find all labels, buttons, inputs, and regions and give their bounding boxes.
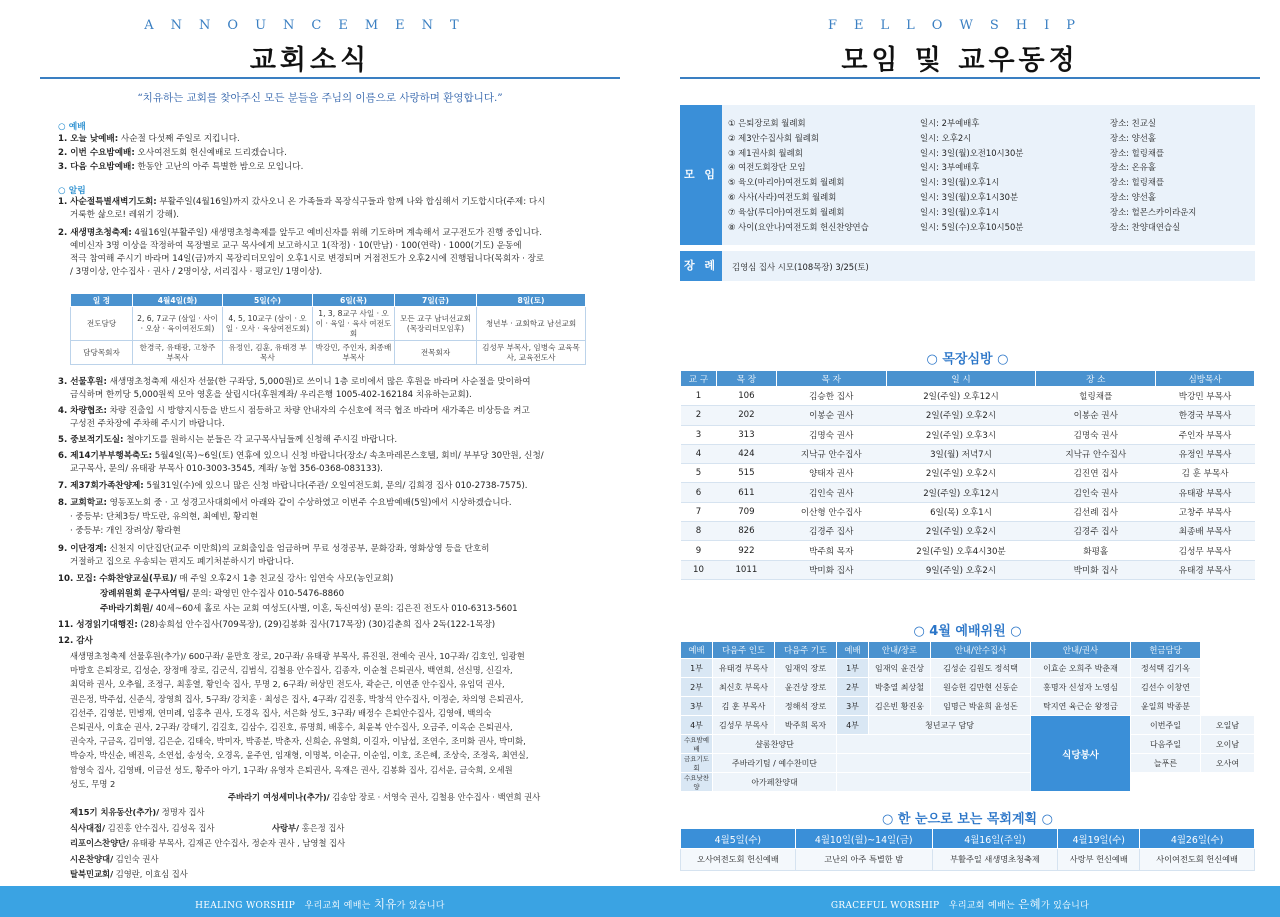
meal-key: 이번주일 bbox=[1131, 716, 1201, 735]
schedule-cell: 청년부 · 교회학교 남선교회 bbox=[477, 307, 586, 341]
meal-value: 오일남 bbox=[1201, 716, 1255, 735]
notice-2-label: 2. 새생명초청축제: bbox=[58, 228, 132, 238]
worship-small-key: 수요밤예배 bbox=[681, 735, 713, 754]
visit-cell: 5 bbox=[681, 464, 717, 483]
plan-cell: 사이여전도회 헌신예배 bbox=[1140, 849, 1255, 871]
visit-cell: 박주희 목자 bbox=[776, 541, 886, 560]
visit-cell: 6일(목) 오후1시 bbox=[886, 502, 1036, 521]
worship-committee-cell: 정해석 장로 bbox=[775, 697, 837, 716]
visit-cell: 김진연 집사 bbox=[1036, 464, 1156, 483]
visit-cell: 김명숙 권사 bbox=[776, 425, 886, 444]
schedule-header: 일 정 bbox=[71, 294, 133, 307]
meeting-place: 장소: 힐링채플 bbox=[1110, 177, 1165, 188]
thanks-line: 권은정, 박주섭, 신준식, 장영희 집사, 5구좌/ 강치훈 · 최성은 집사, 4구좌/ 김진홍, 박창석 안수집사, 이정순, 차의영 은퇴권사, bbox=[70, 693, 524, 704]
notice-5-text: 철야기도를 원하시는 분들은 각 교구목사님들께 신청해 주시길 바랍니다. bbox=[126, 435, 398, 445]
notice-4-text: 차량 진출입 시 방향지시등을 반드시 점등하고 차량 안내자의 수신호에 적극 협조 바라며 새가족은 비상등을 켜고 bbox=[109, 406, 530, 416]
worship-committee-cell: 임재익 장로 bbox=[775, 659, 837, 678]
visit-cell: 박미화 집사 bbox=[1036, 560, 1156, 579]
notice-9-text: 신천지 이단집단(교주 이만희)의 교회출입을 엄금하며 무료 성경공부, 문화강좌, 영화상영 등을 단호히 bbox=[109, 544, 490, 554]
worship-committee-cell: 3부 bbox=[837, 697, 869, 716]
notice-12-label: 12. 감사 bbox=[58, 636, 93, 646]
worship-committee-cell: 임명근 박윤희 윤성돈 bbox=[931, 697, 1031, 716]
notice-1-text-2: 거룩한 삶으로! 레위기 강해). bbox=[70, 210, 180, 220]
visit-cell: 202 bbox=[716, 406, 776, 425]
worship-committee-cell: 김은빈 황진웅 bbox=[869, 697, 931, 716]
worship-committee-header: 안내/안수집사 bbox=[931, 642, 1031, 659]
notice-9-label: 9. 이단경계: bbox=[58, 544, 107, 554]
notice-heading: ○ 알림 bbox=[58, 186, 86, 196]
notice-4-label: 4. 차량협조: bbox=[58, 406, 107, 416]
worship-committee-cell: 김선수 이창연 bbox=[1131, 678, 1201, 697]
schedule-header: 5일(수) bbox=[223, 294, 313, 307]
footer-text-right bbox=[640, 896, 1280, 912]
meetings-label: 모 임 bbox=[680, 105, 722, 245]
meeting-time: 일시: 3부예배후 bbox=[920, 162, 980, 173]
worship-committee-cell: 3부 bbox=[681, 697, 713, 716]
schedule-cell: 김성무 부목사, 임병숙 교육목사, 교육전도사 bbox=[477, 341, 586, 365]
meeting-time: 일시: 3일(월)오전10시30분 bbox=[920, 147, 1024, 158]
worship-committee-cell: 윤건상 장로 bbox=[775, 678, 837, 697]
visit-cell: 김인숙 권사 bbox=[776, 483, 886, 502]
thanks-line: 최덕하 권사, 오추월, 조정구, 최홍열, 황인숙 집사, 무명 2, 6구좌/ 허상민 전도사, 곽순근, 이연준 안수집사, 유임덕 권사, bbox=[70, 679, 505, 690]
worship-committee-cell: 김성무 부목사 bbox=[713, 716, 775, 735]
notice-2-text-4: / 3명이상, 안수집사 · 권사 / 2명이상, 서리집사 · 평교인/ 1명이상). bbox=[70, 267, 323, 277]
meeting-place: 장소: 헐몬스카이라운지 bbox=[1110, 206, 1197, 217]
worship-committee-header: 안내/권사 bbox=[1031, 642, 1131, 659]
visit-cell: 2일(주일) 오후3시 bbox=[886, 425, 1036, 444]
thanks-pair-left: 리포이스찬양단/ 유태광 부목사, 김재곤 안수집사, 정순자 권사 , 남영철 집사 bbox=[70, 838, 346, 848]
visit-cell: 424 bbox=[716, 444, 776, 463]
visit-cell: 1011 bbox=[716, 560, 776, 579]
thanks-line: 은퇴권사, 이효순 권사, 2구좌/ 강태기, 김길호, 김삼수, 김진호, 류명희, 배홍수, 최윤복 안수집사, 오금주, 이옥순 은퇴권사, bbox=[70, 722, 513, 732]
worship-committee-title: ○ 4월 예배위원 ○ bbox=[913, 624, 1022, 639]
visit-header: 목 자 bbox=[776, 371, 886, 387]
table-row bbox=[681, 444, 1255, 463]
schedule-cell: 4, 5, 10교구 (삼이 · 오일 · 오사 · 육삼여전도회) bbox=[223, 307, 313, 341]
worship-committee-header: 안내/장로 bbox=[869, 642, 931, 659]
notice-10-label: 10. 모집: 수화찬양교실(무료)/ bbox=[58, 574, 177, 584]
meeting-name: ② 제3안수집사회 월례회 bbox=[728, 132, 819, 143]
table-row bbox=[681, 754, 1255, 773]
fellowship-header-en: FELLOWSHIP bbox=[828, 18, 1092, 33]
visit-cell: 4 bbox=[681, 444, 717, 463]
visit-cell: 611 bbox=[716, 483, 776, 502]
table-row bbox=[681, 735, 1255, 754]
schedule-header: 8일(토) bbox=[477, 294, 586, 307]
visit-header: 심방목사 bbox=[1156, 371, 1255, 387]
visit-cell: 주인자 부목사 bbox=[1156, 425, 1255, 444]
thanks-pair-left: 시온찬양대/ 김인숙 권사 bbox=[70, 853, 159, 864]
notice-6-text: 5월4일(목)~6일(토) 연휴에 있으니 신청 바랍니다(장소/ 속초마레몬스호텔, 회비/ 부부당 30만원, 신청/ bbox=[154, 451, 544, 461]
schedule-cell: 모든 교구 남녀선교회 (목장리더모임후) bbox=[395, 307, 477, 341]
visit-cell: 이산형 안수집사 bbox=[776, 502, 886, 521]
meeting-time: 일시: 3일(월)오후1시 bbox=[920, 206, 1000, 217]
meeting-name: ⑦ 육삼(루디아)여전도회 월례회 bbox=[728, 206, 845, 217]
plan-header: 4월10일(월)~14일(금) bbox=[795, 829, 932, 849]
worship-item-label: 2. 이번 수요밤예배: bbox=[58, 148, 135, 158]
schedule-cell: 2, 6, 7교구 (삼일 · 사이 · 오삼 · 육이여전도회) bbox=[133, 307, 223, 341]
worship-small-blank bbox=[837, 773, 1031, 792]
meeting-time: 일시: 3일(월)오후1시 bbox=[920, 177, 1000, 188]
table-row bbox=[681, 642, 1255, 659]
visit-cell: 2일(주일) 오후12시 bbox=[886, 387, 1036, 406]
notice-6-text-2: 교구목사, 문의/ 유태광 부목사 010-3003-3545, 계좌/ 농협 356-0368-083133). bbox=[70, 464, 383, 474]
meeting-place: 장소: 힐링채플 bbox=[1110, 147, 1165, 158]
plan-cell: 오사여전도회 헌신예배 bbox=[681, 849, 796, 871]
table-row bbox=[681, 697, 1255, 716]
visit-cell: 2일(주일) 오후2시 bbox=[886, 522, 1036, 541]
visit-cell: 화평홀 bbox=[1036, 541, 1156, 560]
meeting-name: ⑥ 사사(사라)여전도회 월례회 bbox=[728, 192, 837, 202]
funeral-text: 김영심 집사 시모(108목장) 3/25(토) bbox=[732, 262, 869, 272]
announcement-header-en: ANNOUNCEMENT bbox=[144, 18, 476, 33]
thanks-line: 김선주, 김영분, 민병재, 연미례, 임홍추 권사, 도경옥 집사, 서은화 성도, 3구좌/ 배정수 은퇴안수집사, 김영애, 백의숙 bbox=[70, 707, 492, 718]
notice-11-text: (28)송희섭 안수집사(709목장), (29)김봉화 집사(717목장) (30)김춘희 집사 2독(122-1목장) bbox=[140, 620, 496, 630]
meal-service-label: 식당봉사 bbox=[1031, 716, 1131, 792]
worship-committee-table bbox=[680, 641, 1255, 792]
notice-4-text-2: 구성전 주차장에 주차해 주시기 바랍니다. bbox=[70, 419, 225, 429]
table-row bbox=[681, 483, 1255, 502]
visit-cell: 3 bbox=[681, 425, 717, 444]
worship-small-blank bbox=[837, 735, 1031, 754]
funeral-label: 장 례 bbox=[680, 251, 722, 281]
table-row bbox=[681, 659, 1255, 678]
worship-committee-cell: 최신호 부목사 bbox=[713, 678, 775, 697]
worship-item bbox=[58, 133, 240, 146]
worship-committee-cell: 유태경 부목사 bbox=[713, 659, 775, 678]
notice-10-sub-1-label: 장례위원회 운구사역팀/ bbox=[100, 589, 190, 599]
visit-cell: 힐링채플 bbox=[1036, 387, 1156, 406]
notice-3-text: 새생명초청축제 새신자 선물(한 구좌당, 5,000원)로 쓰이니 1층 로비에서 많은 후원을 바라며 사순절을 맞이하여 bbox=[109, 377, 531, 387]
schedule-header: 6일(목) bbox=[313, 294, 395, 307]
thanks-pair-left: 탈북민교회/ 김영란, 이효심 집사 bbox=[70, 869, 188, 879]
footer-bar bbox=[0, 886, 640, 917]
notice-8-sub-2: · 중등부: 개인 장려상/ 황라현 bbox=[70, 526, 181, 536]
footer-en: HEALING WORSHIP bbox=[195, 901, 296, 911]
meeting-place: 장소: 친교실 bbox=[1110, 118, 1156, 128]
worship-committee-cell: 탁지연 육근순 왕정금 bbox=[1031, 697, 1131, 716]
worship-committee-cell: 박충열 최상철 bbox=[869, 678, 931, 697]
worship-committee-cell: 2부 bbox=[681, 678, 713, 697]
worship-committee-cell: 홍명자 신성자 노영심 bbox=[1031, 678, 1131, 697]
worship-item-text: 한동안 고난의 아주 특별한 밤으로 모입니다. bbox=[134, 162, 304, 172]
worship-committee-cell: 임재익 윤건상 bbox=[869, 659, 931, 678]
schedule-row-label: 담당목회자 bbox=[71, 341, 133, 365]
meeting-time: 일시: 오후2시 bbox=[920, 132, 972, 143]
visit-cell: 2일(주일) 오후12시 bbox=[886, 483, 1036, 502]
worship-small-value: 아가페찬양대 bbox=[713, 773, 837, 792]
worship-item-label: 1. 오늘 낮예배: bbox=[58, 134, 119, 144]
visit-header: 장 소 bbox=[1036, 371, 1156, 387]
notice-10-text: 매 주일 오후2시 1층 친교실 강사: 임연숙 사모(농인교회) bbox=[179, 574, 394, 584]
worship-small-value: 샬롬찬양단 bbox=[713, 735, 837, 754]
plan-cell: 고난의 아주 특별한 밤 bbox=[795, 849, 932, 871]
visit-cell: 9 bbox=[681, 541, 717, 560]
meeting-name: ① 은퇴장로회 월례회 bbox=[728, 118, 806, 128]
footer-pre-right: 우리교회 예배는 bbox=[948, 901, 1019, 911]
visit-cell: 2일(주일) 오후4시30분 bbox=[886, 541, 1036, 560]
meal-value: 오사여 bbox=[1201, 754, 1255, 773]
thanks-line: 함영숙 집사, 김영배, 이금선 성도, 황주아 아기, 1구좌/ 유영자 은퇴권사, 옥재은 권사, 김봉화 집사, 김서운, 금숙희, 오세원 bbox=[70, 764, 513, 775]
worship-committee-cell: 원승헌 김만현 신동순 bbox=[931, 678, 1031, 697]
visit-cell: 박강민 부목사 bbox=[1156, 387, 1255, 406]
visit-cell: 최종배 부목사 bbox=[1156, 522, 1255, 541]
visit-cell: 3일(월) 저녁7시 bbox=[886, 444, 1036, 463]
meeting-time: 일시: 5일(수)오후10시50분 bbox=[920, 221, 1024, 232]
plan-cell: 사랑부 헌신예배 bbox=[1058, 849, 1140, 871]
table-row bbox=[681, 773, 1255, 792]
notice-10-sub-2-label: 주바라기회원/ bbox=[100, 604, 153, 614]
table-row bbox=[681, 502, 1255, 521]
visit-cell: 양태자 권사 bbox=[776, 464, 886, 483]
visit-cell: 10 bbox=[681, 560, 717, 579]
notice-10-sub-2: 40세~60세 홀로 사는 교회 여성도(사별, 이혼, 독신여성) 문의: 김은진 전도사 010-6313-5601 bbox=[155, 604, 518, 614]
schedule-cell: 전목회자 bbox=[395, 341, 477, 365]
footer-en-right: GRACEFUL WORSHIP bbox=[830, 901, 940, 911]
visit-cell: 1 bbox=[681, 387, 717, 406]
table-row bbox=[681, 829, 1255, 849]
visit-title: ○ 목장심방 ○ bbox=[926, 352, 1009, 367]
schedule-cell: 1, 3, 8교구 사일 · 오이 · 육일 · 육사 여전도회 bbox=[313, 307, 395, 341]
worship-committee-cell: 1부 bbox=[837, 659, 869, 678]
worship-committee-cell: 김성순 김원도 정석택 bbox=[931, 659, 1031, 678]
schedule-cell: 한경국, 유태광, 고창주 부목사 bbox=[133, 341, 223, 365]
footer-post-right: 가 있습니다 bbox=[1040, 901, 1090, 911]
worship-committee-header: 헌금담당 bbox=[1131, 642, 1201, 659]
table-row bbox=[681, 464, 1255, 483]
notice-8-text: 영동포노회 중 · 고 성경고사대회에서 아래와 같이 수상하였고 이번주 수요밤예배(5일)에서 시상하겠습니다. bbox=[109, 498, 512, 508]
notice-8-sub-1: · 중등부: 단체3등/ 박도란, 유의현, 최예빈, 황리현 bbox=[70, 512, 259, 522]
plan-table bbox=[680, 828, 1255, 871]
notice-3-label: 3. 선물후원: bbox=[58, 377, 107, 387]
table-row bbox=[681, 849, 1255, 871]
meeting-place: 장소: 양선홀 bbox=[1110, 192, 1156, 202]
visit-cell: 이봉순 권사 bbox=[776, 406, 886, 425]
visit-cell: 922 bbox=[716, 541, 776, 560]
visit-cell: 김인숙 권사 bbox=[1036, 483, 1156, 502]
meeting-name: ⑤ 육오(마리아)여전도회 월례회 bbox=[728, 177, 845, 188]
visit-table bbox=[680, 370, 1255, 580]
footer-bar-right bbox=[640, 886, 1280, 917]
worship-small-value: 주바라기팀 / 예수찬미단 bbox=[713, 754, 837, 773]
meeting-name: ③ 제1권사회 월례회 bbox=[728, 147, 803, 158]
visit-cell: 박미화 집사 bbox=[776, 560, 886, 579]
worship-committee-header: 다음주 인도 bbox=[713, 642, 775, 659]
plan-header: 4월19일(수) bbox=[1058, 829, 1140, 849]
worship-committee-cell: 4부 bbox=[837, 716, 869, 735]
visit-cell: 이봉순 권사 bbox=[1036, 406, 1156, 425]
table-row bbox=[681, 387, 1255, 406]
notice-9-text-2: 거절하고 집으로 우송되는 편지도 폐기처분하시기 바랍니다. bbox=[70, 557, 294, 567]
visit-header: 목 장 bbox=[716, 371, 776, 387]
footer-text bbox=[0, 896, 640, 912]
worship-committee-header: 예배 bbox=[837, 642, 869, 659]
notice-1-label: 1. 사순절특별새벽기도회: bbox=[58, 197, 157, 207]
worship-small-key: 금요기도회 bbox=[681, 754, 713, 773]
schedule-cell: 박강민, 주인자, 최종배 부목사 bbox=[313, 341, 395, 365]
worship-item-text: 사순절 다섯째 주일로 지킵니다. bbox=[118, 134, 240, 144]
worship-committee-cell: 김 훈 부목사 bbox=[713, 697, 775, 716]
visit-cell: 유태경 부목사 bbox=[1156, 560, 1255, 579]
table-row bbox=[681, 541, 1255, 560]
visit-cell: 313 bbox=[716, 425, 776, 444]
worship-committee-cell: 박주희 목자 bbox=[775, 716, 837, 735]
worship-committee-header: 다음주 기도 bbox=[775, 642, 837, 659]
visit-cell: 2 bbox=[681, 406, 717, 425]
visit-header: 교 구 bbox=[681, 371, 717, 387]
notice-11-label: 11. 성경읽기대행진: bbox=[58, 620, 138, 630]
visit-cell: 826 bbox=[716, 522, 776, 541]
visit-cell: 2일(주일) 오후2시 bbox=[886, 406, 1036, 425]
footer-pre: 우리교회 예배는 bbox=[304, 901, 374, 911]
thanks-line: 권숙자, 구금옥, 김미영, 김은순, 김태숙, 박미자, 박종분, 박춘자, 신희순, 유열희, 이길자, 이남섭, 조연수, 조미화 권사, 박미화, bbox=[70, 736, 526, 747]
meeting-time: 일시: 3일(월)오후1시30분 bbox=[920, 192, 1019, 202]
visit-cell: 7 bbox=[681, 502, 717, 521]
table-row bbox=[681, 678, 1255, 697]
visit-cell: 김성무 부목사 bbox=[1156, 541, 1255, 560]
welcome-quote: “치유하는 교회를 찾아주신 모든 분들을 주님의 이름으로 사랑하며 환영합니다.” bbox=[137, 92, 503, 104]
notice-7-label: 7. 제37회가족찬양제: bbox=[58, 481, 144, 491]
thanks-line: 마방호 은퇴장로, 김성순, 장정매 장로, 김군식, 김범식, 김철용 안수집사, 김종자, 이순철 은퇴권사, 백연희, 선신명, 신길자, bbox=[70, 665, 513, 676]
visit-cell: 8 bbox=[681, 522, 717, 541]
meeting-time: 일시: 2부예배후 bbox=[920, 118, 980, 128]
fellowship-title: 모임 및 교우동정 bbox=[841, 45, 1079, 76]
footer-post: 가 있습니다 bbox=[396, 901, 445, 911]
notice-6-label: 6. 제14기부부행복축도: bbox=[58, 451, 153, 461]
table-row bbox=[681, 406, 1255, 425]
worship-committee-cell: 4부 bbox=[681, 716, 713, 735]
notice-5-label: 5. 중보적기도실: bbox=[58, 435, 124, 445]
notice-3-text-2: 금식하며 한끼당 5,000원씩 모아 영혼을 살립시다(후원계좌/ 우리은행 1005-402-162184 치유하는교회). bbox=[70, 390, 472, 400]
table-row bbox=[681, 425, 1255, 444]
plan-cell: 부활주일 새생명초청축제 bbox=[932, 849, 1058, 871]
schedule-header: 7일(금) bbox=[395, 294, 477, 307]
visit-cell: 한경국 부목사 bbox=[1156, 406, 1255, 425]
thanks-line: 박승자, 박신순, 배진옥, 소연섭, 송성숙, 오경옥, 윤주연, 임재형, 이명복, 이순규, 이순임, 이호, 조은혜, 조상숙, 조정옥, 최연실, bbox=[70, 750, 529, 761]
visit-cell: 김 훈 부목사 bbox=[1156, 464, 1255, 483]
notice-2-text-3: 적극 참여해 주시기 바라며 14일(금)까지 목장리더모임이 오후1시로 변경되며 거점전도가 오후2시에 진행됩니다(목회자 · 장로 bbox=[70, 254, 545, 264]
visit-cell: 9일(주일) 오후2시 bbox=[886, 560, 1036, 579]
thanks-pair-mid: 사랑부/ 홍은정 집사 bbox=[272, 822, 345, 833]
worship-small-blank bbox=[1131, 773, 1255, 792]
visit-cell: 2일(주일) 오후2시 bbox=[886, 464, 1036, 483]
worship-committee-cell: 윤일희 박종분 bbox=[1131, 697, 1201, 716]
table-row bbox=[681, 560, 1255, 579]
visit-cell: 지낙규 안수집사 bbox=[1036, 444, 1156, 463]
worship-item-label: 3. 다음 수요밤예배: bbox=[58, 162, 135, 172]
meal-value: 오이남 bbox=[1201, 735, 1255, 754]
footer-em-right: 은혜 bbox=[1018, 897, 1041, 911]
schedule-row-label: 전도담당 bbox=[71, 307, 133, 341]
visit-cell: 유정인 부목사 bbox=[1156, 444, 1255, 463]
notice-2-text: 4월16일(부활주일) 새생명초청축제를 앞두고 예비신자를 위해 기도하며 계속해서 교구전도가 진행 중입니다. bbox=[134, 228, 542, 238]
visit-cell: 고창주 부목사 bbox=[1156, 502, 1255, 521]
notice-7-text: 5월31일(수)에 있으니 많은 신청 바랍니다(주관/ 오일여전도회, 문의/ 김희경 집사 010-2738-7575). bbox=[146, 481, 528, 491]
plan-header: 4월16일(주일) bbox=[932, 829, 1058, 849]
thanks-right-1: 주바라기 여성세미나(추가)/ 김송암 장로 · 서영숙 권사, 김철용 안수집사 · 백연희 권사 bbox=[228, 792, 541, 802]
visit-cell: 지낙규 안수집사 bbox=[776, 444, 886, 463]
worship-committee-cell: 청년교구 담당 bbox=[869, 716, 1031, 735]
evangelism-schedule-table bbox=[70, 293, 586, 365]
visit-cell: 김선례 집사 bbox=[1036, 502, 1156, 521]
plan-title: ○ 한 눈으로 보는 목회계획 ○ bbox=[882, 812, 1053, 827]
meeting-place: 장소: 온유홀 bbox=[1110, 162, 1156, 173]
worship-committee-cell: 2부 bbox=[837, 678, 869, 697]
worship-small-key: 수요낮찬양 bbox=[681, 773, 713, 792]
meeting-name: ④ 여전도회장단 모임 bbox=[728, 162, 806, 173]
meal-key: 다음주일 bbox=[1131, 735, 1201, 754]
thanks-line: 새생명초청축제 선물후원(추가)/ 600구좌/ 윤만호 장로, 20구좌/ 유태광 부목사, 류진원, 전예숙 권사, 10구좌/ 김호인, 임광현 bbox=[70, 651, 525, 661]
worship-committee-header: 예배 bbox=[681, 642, 713, 659]
visit-cell: 106 bbox=[716, 387, 776, 406]
thanks-pair-left: 식사대접/ 김진홍 안수집사, 김성옥 집사 bbox=[70, 822, 215, 833]
title-rule bbox=[40, 77, 620, 79]
schedule-header: 4월4일(화) bbox=[133, 294, 223, 307]
worship-committee-cell: 정석택 김기옥 bbox=[1131, 659, 1201, 678]
visit-cell: 709 bbox=[716, 502, 776, 521]
worship-item-text: 오사여전도회 헌신예배로 드리겠습니다. bbox=[134, 148, 287, 158]
visit-cell: 김명숙 권사 bbox=[1036, 425, 1156, 444]
meal-key: 늘푸른 bbox=[1131, 754, 1201, 773]
visit-cell: 김경주 집사 bbox=[1036, 522, 1156, 541]
table-row bbox=[681, 522, 1255, 541]
thanks-line: 성도, 무명 2 bbox=[70, 778, 116, 789]
meeting-place: 장소: 양선홀 bbox=[1110, 132, 1156, 143]
visit-cell: 515 bbox=[716, 464, 776, 483]
visit-cell: 6 bbox=[681, 483, 717, 502]
fellowship-title-rule bbox=[680, 77, 1260, 79]
meeting-place: 장소: 찬양대연습실 bbox=[1110, 221, 1181, 232]
notice-8-label: 8. 교회학교: bbox=[58, 498, 107, 508]
table-row bbox=[681, 716, 1255, 735]
plan-header: 4월5일(수) bbox=[681, 829, 796, 849]
worship-small-blank bbox=[837, 754, 1031, 773]
visit-header: 일 시 bbox=[886, 371, 1036, 387]
page-title: 교회소식 bbox=[249, 45, 371, 76]
schedule-cell: 유정인, 김훈, 유태경 부목사 bbox=[223, 341, 313, 365]
worship-heading: ○ 예배 bbox=[58, 122, 86, 132]
plan-header: 4월26일(수) bbox=[1140, 829, 1255, 849]
worship-item bbox=[58, 147, 287, 160]
worship-committee-cell: 1부 bbox=[681, 659, 713, 678]
thanks-pair-left: 제15기 치유동산(추가)/ 정명자 집사 bbox=[70, 807, 205, 817]
worship-item bbox=[58, 161, 303, 174]
notice-2-text-2: 예비신자 3명 이상을 작정하여 목장별로 교구 목사에게 보고하시고 1(작정) · 10(만남) · 100(연락) · 1000(기도) 운동에 bbox=[70, 241, 522, 251]
visit-cell: 김경주 집사 bbox=[776, 522, 886, 541]
visit-cell: 김승한 집사 bbox=[776, 387, 886, 406]
worship-committee-cell: 이효순 오희주 박춘재 bbox=[1031, 659, 1131, 678]
notice-1-text: 부활주일(4월16일)까지 갔사오니 온 가족들과 목장식구들과 함께 나와 합심해서 기도합시다(주제: 다시 bbox=[159, 197, 546, 207]
meeting-name: ⑧ 사이(요안나)여전도회 헌신찬양연습 bbox=[728, 221, 869, 232]
notice-10-sub-1: 문의: 곽영민 안수집사 010-5476-8860 bbox=[191, 589, 345, 599]
visit-cell: 유태광 부목사 bbox=[1156, 483, 1255, 502]
footer-em: 치유 bbox=[373, 897, 397, 911]
